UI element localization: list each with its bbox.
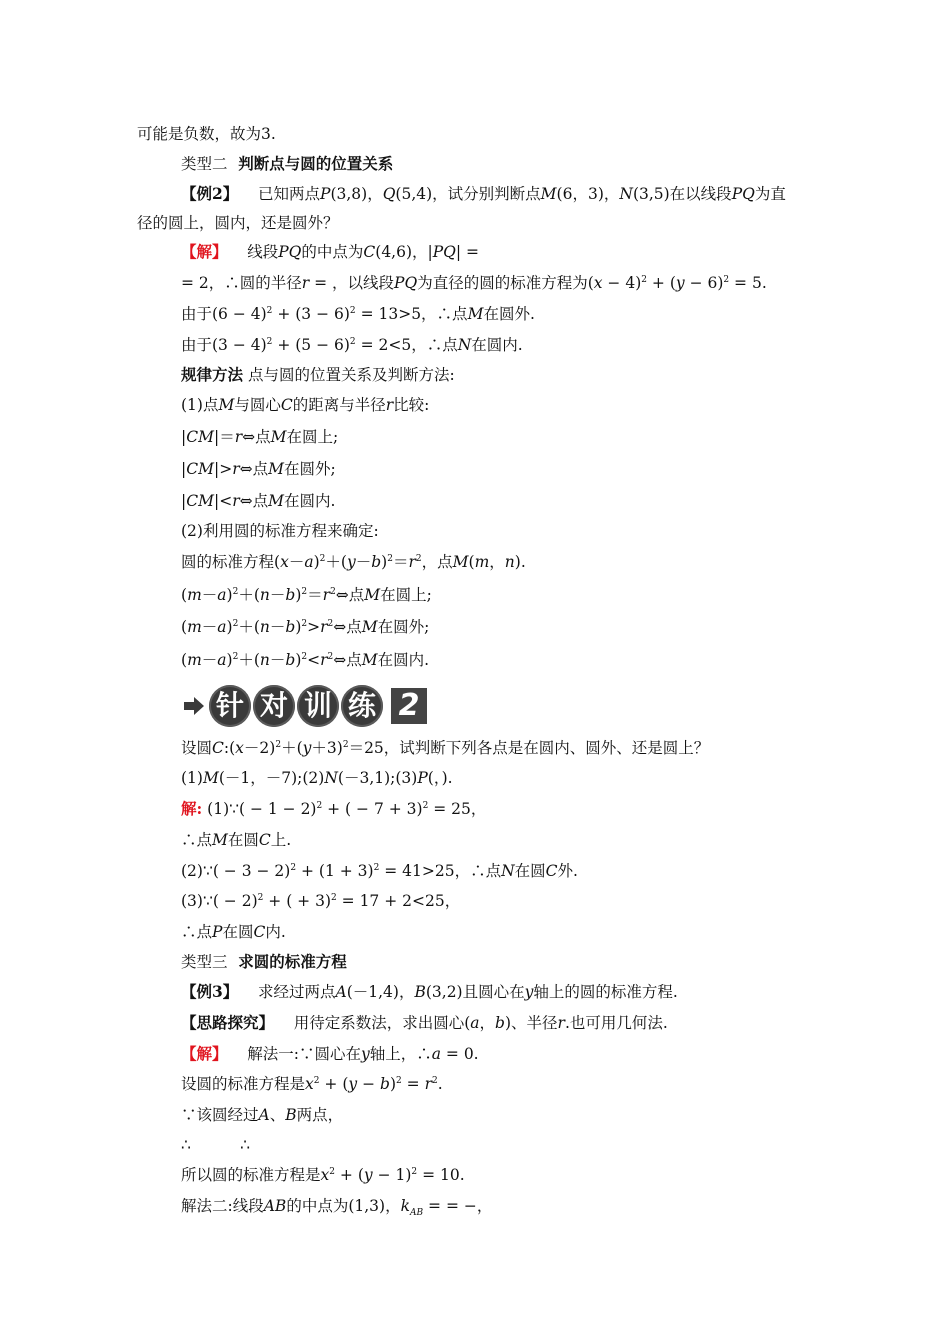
- method-heading: 规律方法 点与圆的位置关系及判断方法:: [181, 365, 455, 384]
- exercise-text: 设圆$C:(x-2)^2+(y+3)^2=25$，试判断下列各点是在圆内、圆外、还是圆上？: [181, 739, 710, 757]
- banner-char: 练: [341, 685, 383, 727]
- section-heading: 类型二 判断点与圆的位置关系: [181, 154, 394, 173]
- text-line: |CM|>r⇔点M在圆外;: [181, 460, 336, 478]
- solution-line: 解: (1)∵( − 1 − 2)$^2$ + ( − 7 + 3)$^2$ = 25，: [181, 799, 487, 818]
- text-line: |CM|＝r⇔点M在圆上;: [181, 428, 339, 446]
- text-line: ∵该圆经过A、B两点，: [181, 1106, 344, 1124]
- training-banner: [182, 684, 427, 728]
- arrow-right-icon: [182, 694, 206, 718]
- banner-number: 2: [391, 688, 427, 724]
- text-line: (1)点M与圆心C的距离与半径r比较:: [181, 396, 430, 414]
- text-line: (1)M(－1，－7);(2)N(－3,1);(3)P(，).: [181, 769, 453, 787]
- solution-line: 【解】 解法一:∵圆心在y轴上，∴a = 0.: [181, 1044, 479, 1063]
- banner-char: 对: [253, 685, 295, 727]
- solution-line: 【解】 线段PQ的中点为C(4,6)，|PQ| =: [181, 242, 480, 261]
- text-line: ∴点M在圆C上.: [181, 831, 292, 849]
- text-line: ∴点P在圆C内.: [181, 923, 286, 941]
- text-line: |CM|<r⇔点M在圆内.: [181, 492, 336, 510]
- hint-line: 【思路探究】 用待定系数法，求出圆心(a，b)、半径r.也可用几何法.: [181, 1013, 668, 1032]
- text-line: $(m-a)^2+(n-b)^2=r^2\Leftrightarrow$点M在圆上;: [181, 586, 432, 604]
- text-line: (2)利用圆的标准方程来确定:: [181, 522, 379, 540]
- text-line: ∴ ∴: [181, 1136, 250, 1154]
- text-line: 设圆的标准方程是$x^2 + (y - b)^2 = r^2$.: [181, 1075, 443, 1093]
- section-heading: 类型三 求圆的标准方程: [181, 952, 347, 971]
- text-line: 所以圆的标准方程是$x^2 + (y - 1)^2 = 10$.: [181, 1166, 465, 1184]
- text-line: 径的圆上，圆内，还是圆外？: [137, 214, 339, 232]
- text-line: 由于$(3 - 4)^2 + (5 - 6)^2 = 2<5$，∴点N在圆内.: [181, 336, 523, 354]
- text-line: 可能是负数，故为3.: [137, 125, 276, 143]
- text-line: $(m-a)^2+(n-b)^2>r^2\Leftrightarrow$点M在圆外;: [181, 618, 430, 636]
- text-line: 解法二:线段AB的中点为(1,3)，$k_{AB}$ = = −，: [181, 1197, 493, 1219]
- banner-char: 针: [209, 685, 251, 727]
- text-line: 由于$(6 - 4)^2 + (3 - 6)^2 = 13>5$，∴点M在圆外.: [181, 305, 535, 323]
- example-heading: 【例2】 已知两点P(3,8)，Q(5,4)，试分别判断点M(6，3)，N(3,5)在以线段PQ为直: [181, 184, 786, 203]
- example-heading: 【例3】 求经过两点A(－1,4)，B(3,2)且圆心在y轴上的圆的标准方程.: [181, 982, 678, 1001]
- text-line: = 2，∴圆的半径r = ，以线段PQ为直径的圆的标准方程为$(x - 4)^2 + (y - 6)^2 = 5$.: [181, 274, 767, 292]
- text-line: (2)∵( − $3 - 2)^2 + (1 + 3)^2 = 41>25$，∴点N在圆C外.: [181, 862, 578, 880]
- text-line: (3)∵( − 2)$^2$ + ( + 3)$^2$ = 17 + 2<25，: [181, 892, 461, 910]
- text-line: $(m-a)^2+(n-b)^2<r^2\Leftrightarrow$点M在圆内.: [181, 651, 430, 669]
- banner-char: 训: [297, 685, 339, 727]
- text-line: 圆的标准方程$(x-a)^2+(y-b)^2=r^2$，点M(m，n).: [181, 553, 526, 571]
